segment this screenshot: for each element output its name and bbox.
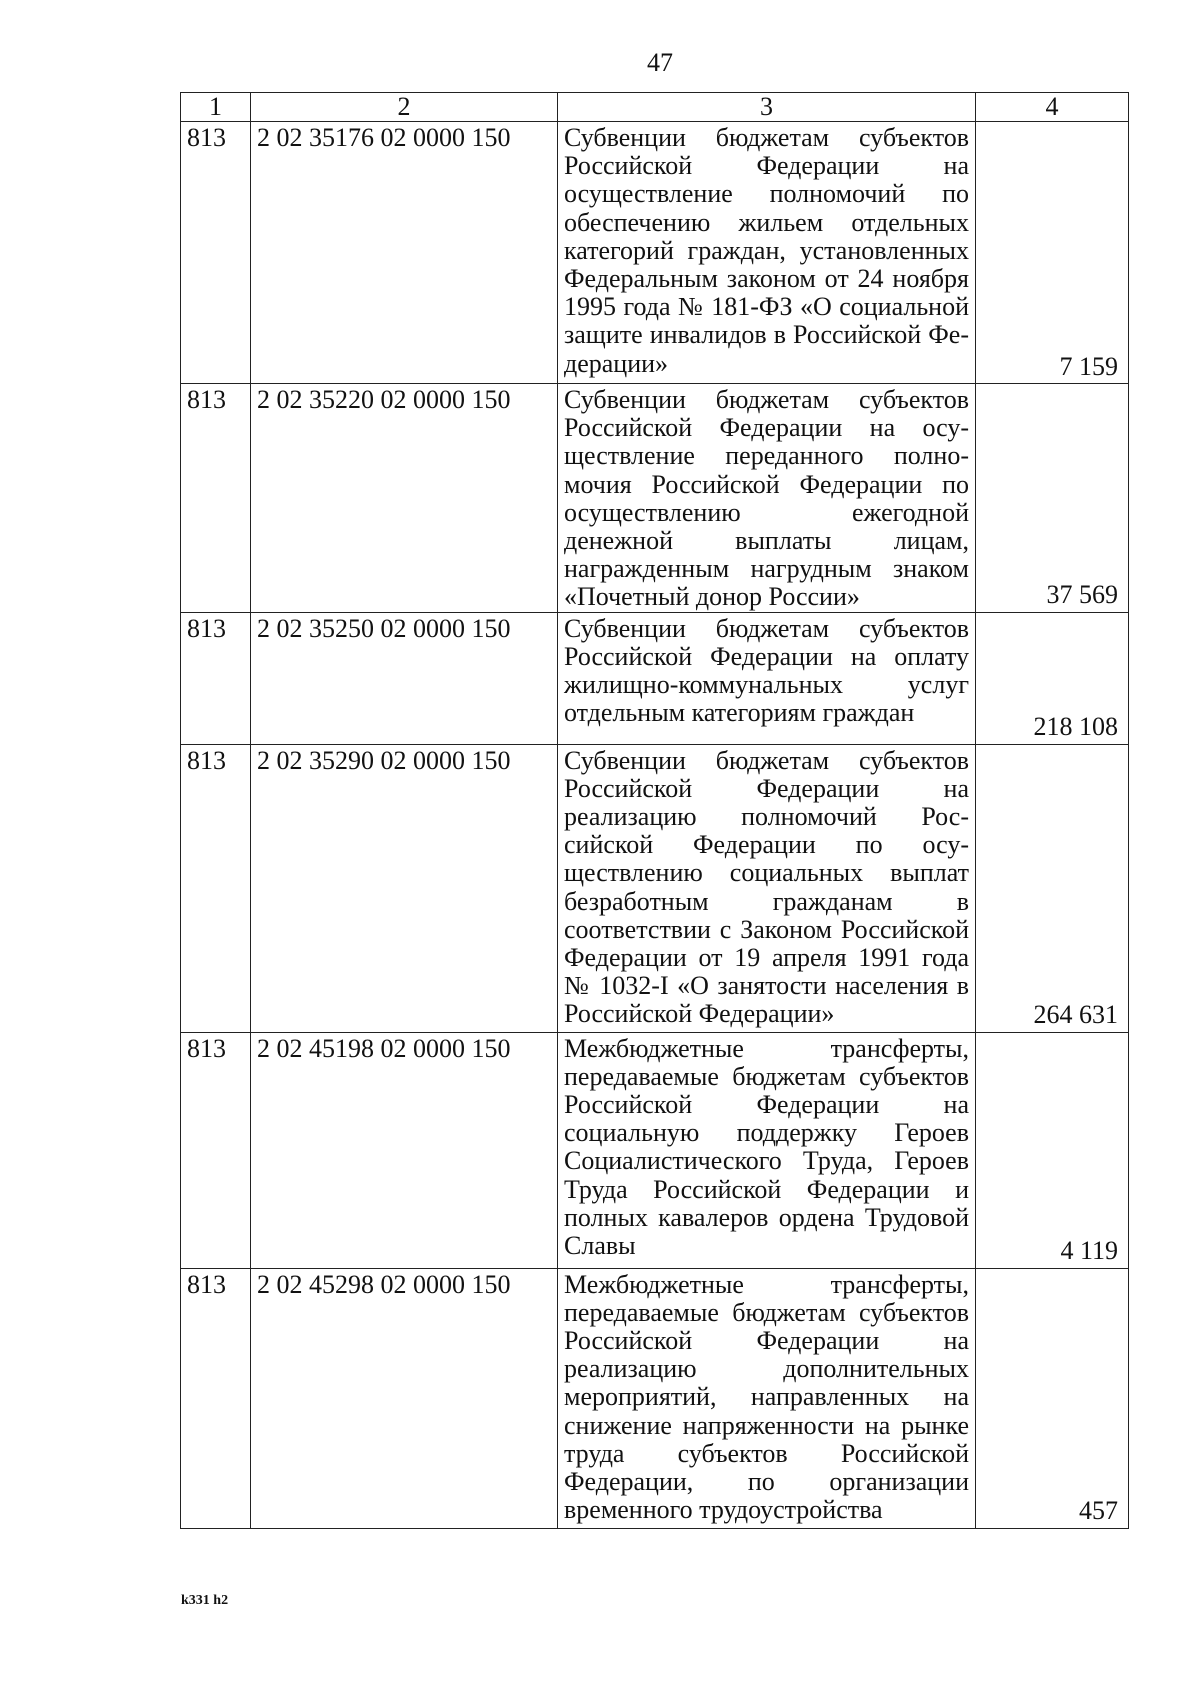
table-row [181,744,1129,1032]
admin-code-cell: 813 [181,1268,251,1528]
revenue-code-cell: 2 02 35250 02 0000 150 [251,612,558,744]
admin-code-cell: 813 [181,384,251,613]
revenue-code-cell: 2 02 35176 02 0000 150 [251,122,558,384]
admin-code-cell: 813 [181,744,251,1032]
admin-code-cell: 813 [181,1032,251,1268]
description-cell: Субвенции бюджетам субъектов Российской Федерации на осуществление полномочий по обеспечению жильем отдельных категорий граждан, установленных Федеральным законом от 24 ноября 1995 года № 181-ФЗ «О социальной защите инвалидов в Российской Федерации» [558,122,976,384]
table-header-row [181,93,1129,122]
description-cell: Субвенции бюджетам субъектов Российской Федерации на оплату жилищно-коммунальных услуг отдельным категориям граждан [558,612,976,744]
description-cell: Субвенции бюджетам субъектов Российской Федерации на реализацию полномочий Российской Федерации по осуществлению социальных выплат безработным гражданам в соответствии с Законом Российской Федерации от 19 апреля 1991 года № 1032-I «О занятости населения в Российской Федерации» [558,744,976,1032]
column-header-1: 1 [181,93,251,122]
table-row [181,1268,1129,1528]
revenue-code-cell: 2 02 35220 02 0000 150 [251,384,558,613]
table-row [181,612,1129,744]
admin-code-cell: 813 [181,122,251,384]
amount-cell: 37 569 [976,384,1129,613]
amount-cell: 457 [976,1268,1129,1528]
page-number: 47 [647,48,673,77]
footer-document-code: k331 h2 [181,1593,229,1608]
description-cell: Межбюджетные трансферты, передаваемые бюджетам субъектов Российской Федерации на социальную поддержку Героев Социалистического Труда, Героев Труда Российской Федерации и полных кавалеров ордена Трудовой Славы [558,1032,976,1268]
revenue-code-cell: 2 02 35290 02 0000 150 [251,744,558,1032]
amount-cell: 7 159 [976,122,1129,384]
table-row [181,384,1129,613]
column-header-3: 3 [558,93,976,122]
budget-revenue-table [180,92,1129,1529]
amount-cell: 4 119 [976,1032,1129,1268]
description-cell: Субвенции бюджетам субъектов Российской Федерации на осуществление переданного полномочия Российской Федерации по осуществлению ежегодной денежной выплаты лицам, награжденным нагрудным знаком «Почетный донор России» [558,384,976,613]
revenue-code-cell: 2 02 45198 02 0000 150 [251,1032,558,1268]
table-row [181,122,1129,384]
table-row [181,1032,1129,1268]
amount-cell: 264 631 [976,744,1129,1032]
amount-cell: 218 108 [976,612,1129,744]
revenue-code-cell: 2 02 45298 02 0000 150 [251,1268,558,1528]
column-header-4: 4 [976,93,1129,122]
admin-code-cell: 813 [181,612,251,744]
column-header-2: 2 [251,93,558,122]
description-cell: Межбюджетные трансферты, передаваемые бюджетам субъектов Российской Федерации на реализацию дополнительных мероприятий, направленных на снижение напряженности на рынке труда субъектов Российской Федерации, по организации временного трудоустройства [558,1268,976,1528]
